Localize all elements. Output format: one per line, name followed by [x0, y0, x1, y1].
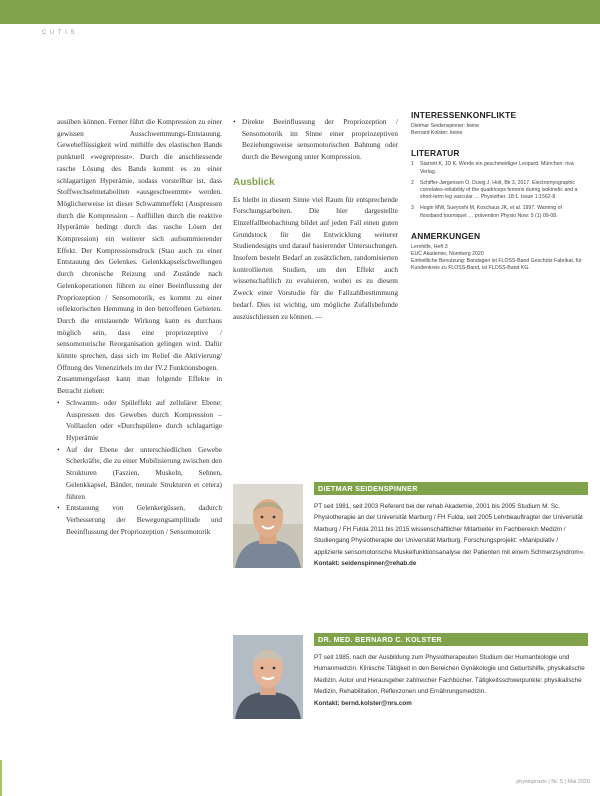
sidebar-line: Bernard Kolster: keine [411, 130, 463, 137]
author-bio-text: PT seit 1981, seit 2003 Referent bei der rehab Akademie, 2001 bis 2005 Studium M. Sc. Physiotherapie an der Universität Marburg / FH Fulda, seit 2005 Lehrbeauftragter der Universität Marburg / FH Fulda 2011 bis 2015 wissenschaftlicher Mitarbeiter im Fachbereich Medizin / Studiengang Physiotherapie der Universität Marburg. Forschungsprojekt: «Manipulativ / applizierte sensomotorische Muskelfunktionsanalyse der Patienten mit einem Schmerzsyndrom». [314, 503, 585, 556]
literature-text: Hugin MW, Sueyoshi M, Koschaus JK, et al. 1997. Warning of flossband tourniquet … prävention Physio Now: 5 (1) 09-08. [420, 205, 562, 219]
literature-number: 2 [411, 179, 414, 186]
literature-text: Schiffer-Jørgensen O, Duvig J, Holt, Bk 3, 2017. Electromyographic correlates-reliability of the quadriceps femoris during isokinetic and a short-term leg vascular … Physiother. 18:1. Issue 1:1562-8. [420, 179, 578, 201]
sidebar-line: EUC Akademie, Nürnberg 2020 [411, 251, 484, 258]
top-color-bar [0, 0, 600, 24]
section-heading-literatur: LITERATUR [411, 148, 460, 159]
section-heading-anmerkungen: ANMERKUNGEN [411, 230, 481, 241]
body-paragraph: Es bleibt in diesem Sinne viel Raum für entsprechende Forschungsarbeiten. Die hier dargestellte Einzelfallbeobachtung bildet auf jeden Fall einen guten Grundstock für die Entwicklung weiterer Studiendesigns und darauf basierender Untersuchungen. Insofern besteht Bedarf an zusätzlichen, randomisierten kontrollierten Studien, um den Effekt auch wissenschaftlich zu evaluieren, wobei es zu diesem Zweck einer Vorstudie für die Fallzahlbestimmung bedarf. Dies ist wichtig, um mögliche Zufallsbefunde auszuschliessen zu können. ― [233, 194, 398, 321]
sidebar-line: Einheitliche Benutzung: Bandagen ist FLOSS-Band Geschütz Fabrikat, für Kundenkreis zu FLOSS-Band, ist FLOSS-Band KG. [411, 258, 582, 272]
list-item: • Auf der Ebene der unterschiedlichen Gewebe Scherkräfte, die zu einer Mobilisierung zwischen den Strukturen (Faszien, Muskeln, Sehnen, Gelenkkapsel, Bänder, neurale Strukturen et cetera) führen [57, 444, 222, 503]
literature-item [411, 161, 583, 175]
author-name: DR. MED. BERNARD C. KOLSTER [314, 633, 588, 646]
author-bio [314, 501, 588, 569]
literature-text: Starrett K, JD K. Werde ein geschmeidiger Leopard. München: riva Verlag. [420, 161, 574, 175]
conflicts-section [411, 110, 583, 137]
page-footer: physiopraxis | Nr. 5 | Mai 2020 [516, 779, 590, 785]
margin-accent-line [0, 760, 2, 796]
literature-number: 1 [411, 161, 414, 168]
list-item: • Entstauung von Gelenkergüssen, dadurch Verbesserung der Bewegungsamplitude und Beeinflussung der Propriozeption / Sensomotorik [57, 502, 222, 537]
notes-section [411, 231, 583, 273]
author-contact: Kontakt: seidenspinner@rehab.de [314, 560, 417, 568]
body-column-1 [57, 116, 222, 537]
sidebar-line: Dietmar Seidenspinner: keine [411, 123, 480, 129]
list-item: • Schwamm- oder Spüleffekt auf zellulärer Ebene: Auspressen des Gewebes durch Kompression – Volllaufen oder «Durchspülen» durch schlagartige Hyperämie [57, 397, 222, 444]
body-paragraph: ausüben können. Ferner führt die Kompression zu einer gewissen Ausschwemmungs-Entstauung. Gewebeflüssigkeit wird mithilfe des elastischen Bands punktuell «wegrepresst». Durch die anschliessende rasche Lösung des Bands kommt es zu einer schlagartigen Hyperämie, sodass vorstellbar ist, dass Stoffwechselmetaboliten «ausgeschwemmt» werden. Möglicherweise ist dieser Schwammeffekt (Auspressen durch die Kompression – Auffüllen durch die reaktive Hyperämie bedingt durch das rasche Lösen der Kompression) ein weiterer sich aufsummierender Effekt. Der Kompressionsdruck (Stau auch zu einer Entstauung des Gelenkes. Gelenkkapselschwellungen durch chronische Reizung und Zustände nach Gelenkoperationen führen zu einer Beeinflussung der Propriozeption / Sensomotorik, es kommt zu einer reflektorischen Hemmung in den betroffenen Gebieten. Durch die entstauende Wirkung kann es durchaus möglich sein, dass eine propriozeptive / sensomotorische Reorganisation gelingen wird. Dafür könnte sprechen, dass sich im Relief die Aktivierung/Öffnung des Venenzirkels im der IV.2 Funktionsbogen. [57, 117, 222, 372]
sidebar [411, 110, 583, 284]
body-paragraph: Zusammengefasst kann man folgende Effekte in Betracht ziehen: [57, 374, 222, 396]
list-item: • Direkte Beeinflussung der Propriozeption / Sensomotorik im Sinne einer propriozeptiven Beziehungsweise sensomotorischen Bahnung oder durch die Bewegung unter Kompression. [233, 116, 398, 163]
effects-list [57, 397, 222, 537]
author-bio-text: PT seit 1985, nach der Ausbildung zum Physiotherapeuten Studium der Humanbiologie und Humanmedizin. Klinische Tätigkeit in den Bereichen Gynäkologie und Geburtshilfe, physikalische Medizin. Autor und Herausgeber zahlreicher Fachbücher. Tätigkeitsschwerpunkte: physikalische Medizin, Rehabilitation, Reflexzonen und Ernährungsmedizin. [314, 654, 585, 696]
literature-item [411, 205, 583, 219]
author-photo [233, 484, 303, 568]
body-column-2 [233, 116, 398, 322]
author-photo [233, 635, 303, 719]
sidebar-line: Lernhilfe, Heft 3 [411, 243, 448, 250]
effects-list-continued [233, 116, 398, 163]
literature-number: 3 [411, 205, 414, 212]
literature-section [411, 148, 583, 219]
running-head: C U T I S [42, 30, 76, 36]
author-name: DIETMAR SEIDENSPINNER [314, 482, 588, 495]
section-heading-ausblick: Ausblick [233, 176, 275, 188]
author-bio [314, 652, 588, 709]
literature-item [411, 180, 583, 202]
section-heading-interessenkonflikte: INTERESSENKONFLIKTE [411, 110, 517, 120]
author-contact: Kontakt: bernd.kolster@nrs.com [314, 699, 412, 707]
